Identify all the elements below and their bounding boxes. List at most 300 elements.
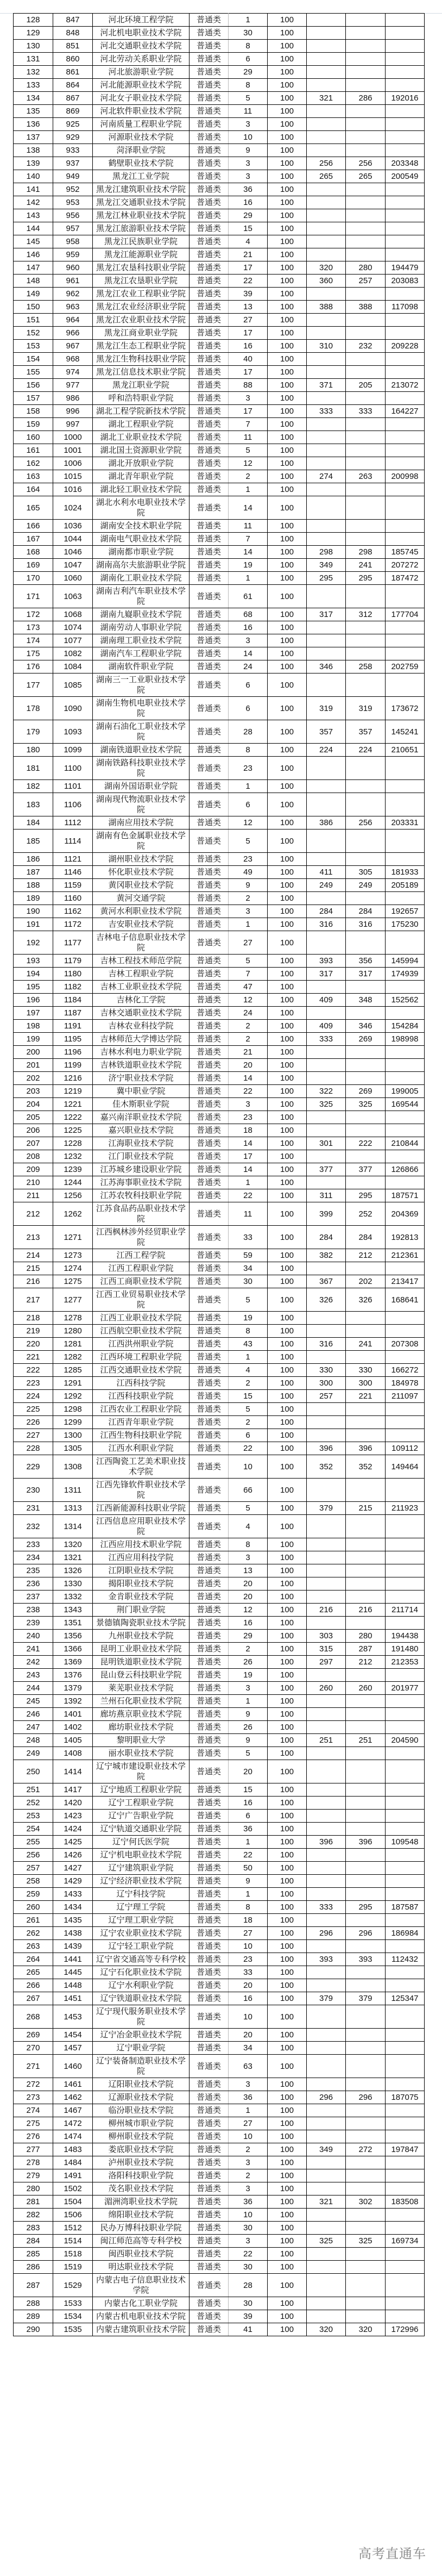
cell-school-code: 848 [53,27,93,40]
cell-min-score [346,621,386,634]
cell-max-score [307,757,346,780]
cell-row-number: 269 [14,2029,53,2042]
cell-row-number: 152 [14,327,53,340]
cell-score-line: 100 [268,40,307,53]
cell-school-name: 湖北工程学院新技术学院 [93,405,190,418]
cell-plan-count: 22 [229,2248,268,2261]
cell-max-score: 322 [307,1085,346,1098]
cell-min-rank [386,209,425,222]
cell-min-rank [386,2156,425,2169]
cell-max-score [307,66,346,79]
cell-max-score: 382 [307,1249,346,1262]
cell-plan-count: 10 [229,131,268,144]
table-row [14,866,425,879]
cell-max-score [307,1849,346,1862]
table-row [14,431,425,444]
cell-school-name: 民办万博科技职业学院 [93,2222,190,2235]
cell-school-name: 江西工程职业学院 [93,1262,190,1275]
cell-plan-count: 12 [229,816,268,829]
cell-school-name: 湖南三一工业职业技术学院 [93,673,190,697]
cell-plan-count: 30 [229,27,268,40]
cell-max-score [307,27,346,40]
cell-score-line: 100 [268,53,307,66]
cell-min-rank [386,1479,425,1502]
cell-plan-count: 14 [229,496,268,520]
cell-row-number: 217 [14,1288,53,1312]
cell-category: 普通类 [190,288,229,301]
cell-score-line: 100 [268,2005,307,2029]
table-row [14,955,425,968]
cell-row-number: 173 [14,621,53,634]
cell-score-line: 100 [268,1721,307,1734]
cell-min-score [346,1914,386,1927]
table-row [14,1226,425,1249]
cell-category: 普通类 [190,660,229,673]
table-row [14,1502,425,1515]
cell-max-score [307,2005,346,2029]
cell-min-score [346,1747,386,1760]
cell-min-rank: 186984 [386,1927,425,1940]
cell-school-code: 1533 [53,2297,93,2310]
table-row [14,559,425,572]
cell-score-line: 100 [268,209,307,222]
cell-min-score [346,1669,386,1682]
cell-row-number: 194 [14,968,53,981]
table-row [14,520,425,533]
cell-min-score [346,1590,386,1604]
cell-min-score: 221 [346,1390,386,1403]
cell-score-line: 100 [268,1202,307,1226]
cell-max-score [307,829,346,853]
cell-plan-count: 17 [229,405,268,418]
cell-min-score: 295 [346,1901,386,1914]
cell-max-score: 349 [307,2143,346,2156]
cell-school-code: 1376 [53,1669,93,1682]
cell-school-code: 1305 [53,1442,93,1455]
cell-category: 普通类 [190,2248,229,2261]
cell-min-score [346,1312,386,1325]
cell-school-name: 江西农业工程职业学院 [93,1403,190,1416]
cell-min-rank: 187571 [386,1189,425,1202]
cell-plan-count: 30 [229,2222,268,2235]
cell-school-code: 968 [53,353,93,366]
cell-max-score: 326 [307,1288,346,1312]
cell-max-score: 333 [307,1901,346,1914]
cell-min-score: 305 [346,866,386,879]
cell-school-code: 869 [53,105,93,118]
table-row [14,40,425,53]
table-row [14,1390,425,1403]
cell-score-line: 100 [268,1590,307,1604]
cell-plan-count: 3 [229,170,268,183]
cell-min-score: 257 [346,275,386,288]
cell-max-score [307,2222,346,2235]
cell-school-name: 黄冈职业技术学院 [93,879,190,892]
cell-row-number: 258 [14,1875,53,1888]
cell-score-line: 100 [268,79,307,92]
cell-school-code: 1439 [53,1940,93,1953]
cell-category: 普通类 [190,1695,229,1708]
cell-max-score [307,105,346,118]
cell-school-code: 1077 [53,634,93,647]
cell-plan-count: 1 [229,780,268,793]
cell-row-number: 202 [14,1072,53,1085]
cell-category: 普通类 [190,829,229,853]
cell-school-name: 佳木斯职业学院 [93,1098,190,1111]
cell-row-number: 133 [14,79,53,92]
cell-plan-count: 2 [229,1020,268,1033]
table-row [14,1150,425,1163]
cell-plan-count: 26 [229,1721,268,1734]
cell-score-line: 100 [268,2078,307,2091]
table-row [14,2143,425,2156]
cell-category: 普通类 [190,470,229,483]
cell-score-line: 100 [268,829,307,853]
cell-school-name: 江门职业技术学院 [93,1150,190,1163]
table-row [14,1551,425,1564]
cell-school-name: 辽宁机电职业技术学院 [93,1849,190,1862]
cell-max-score [307,2209,346,2222]
cell-school-code: 997 [53,418,93,431]
cell-school-code: 1351 [53,1617,93,1630]
cell-category: 普通类 [190,196,229,209]
table-row [14,327,425,340]
cell-school-code: 1244 [53,1176,93,1189]
cell-max-score [307,892,346,905]
cell-school-name: 湖南石油化工职业技术学院 [93,720,190,744]
cell-score-line: 100 [268,1617,307,1630]
cell-school-name: 洛阳科技职业学院 [93,2169,190,2182]
cell-min-score [346,1577,386,1590]
cell-score-line: 100 [268,1953,307,1966]
cell-max-score: 409 [307,1020,346,1033]
cell-max-score [307,418,346,431]
cell-category: 普通类 [190,2310,229,2323]
cell-category: 普通类 [190,1176,229,1189]
cell-max-score: 296 [307,2091,346,2104]
cell-score-line: 100 [268,744,307,757]
cell-school-code: 960 [53,261,93,275]
cell-school-name: 九州职业技术学院 [93,1630,190,1643]
table-row [14,118,425,131]
cell-category: 普通类 [190,1783,229,1797]
table-row [14,366,425,379]
cell-min-score: 357 [346,720,386,744]
cell-max-score [307,1416,346,1429]
cell-school-code: 1199 [53,1059,93,1072]
cell-school-name: 河北机电职业技术学院 [93,27,190,40]
cell-min-score: 326 [346,1288,386,1312]
cell-max-score: 296 [307,1927,346,1940]
cell-max-score [307,2310,346,2323]
cell-max-score: 325 [307,1098,346,1111]
cell-min-score [346,457,386,470]
cell-school-code: 929 [53,131,93,144]
cell-school-name: 江西工程学院 [93,1249,190,1262]
cell-school-name: 湄洲湾职业技术学院 [93,2195,190,2209]
cell-school-name: 黑龙江建筑职业技术学院 [93,183,190,196]
cell-row-number: 233 [14,1538,53,1551]
cell-row-number: 249 [14,1747,53,1760]
cell-plan-count: 10 [229,2209,268,2222]
cell-score-line: 100 [268,235,307,248]
table-row [14,405,425,418]
cell-plan-count: 30 [229,1275,268,1288]
table-row [14,1020,425,1033]
cell-max-score [307,14,346,27]
cell-min-rank [386,931,425,955]
cell-category: 普通类 [190,572,229,585]
table-row [14,1479,425,1502]
cell-category: 普通类 [190,1312,229,1325]
cell-score-line: 100 [268,1325,307,1338]
cell-school-code: 1180 [53,968,93,981]
cell-school-code: 1179 [53,955,93,968]
cell-school-name: 辽宁石化职业技术学院 [93,1966,190,1979]
cell-school-code: 847 [53,14,93,27]
cell-max-score: 257 [307,1390,346,1403]
cell-row-number: 285 [14,2248,53,2261]
cell-score-line: 100 [268,1046,307,1059]
cell-school-name: 黄河交通学院 [93,892,190,905]
cell-score-line: 100 [268,546,307,559]
cell-row-number: 259 [14,1888,53,1901]
cell-min-rank [386,892,425,905]
cell-plan-count: 9 [229,879,268,892]
table-row [14,222,425,235]
cell-category: 普通类 [190,1429,229,1442]
table-row [14,2156,425,2169]
cell-school-code: 1114 [53,829,93,853]
cell-plan-count: 16 [229,1617,268,1630]
cell-category: 普通类 [190,1226,229,1249]
cell-min-rank: 199005 [386,1085,425,1098]
cell-score-line: 100 [268,366,307,379]
table-row [14,1137,425,1150]
cell-category: 普通类 [190,2274,229,2297]
cell-row-number: 230 [14,1479,53,1502]
cell-row-number: 237 [14,1590,53,1604]
cell-school-code: 1529 [53,2274,93,2297]
cell-min-score [346,353,386,366]
cell-row-number: 263 [14,1940,53,1953]
cell-min-rank [386,1564,425,1577]
cell-school-code: 1285 [53,1364,93,1377]
cell-category: 普通类 [190,1669,229,1682]
cell-school-name: 黑龙江生态工程职业学院 [93,340,190,353]
cell-score-line: 100 [268,1351,307,1364]
cell-score-line: 100 [268,1403,307,1416]
cell-min-score [346,1416,386,1429]
cell-school-name: 昆明工业职业技术学院 [93,1643,190,1656]
cell-min-rank [386,585,425,608]
table-row [14,1325,425,1338]
cell-score-line: 100 [268,608,307,621]
cell-row-number: 157 [14,392,53,405]
cell-min-rank [386,2117,425,2130]
table-row [14,470,425,483]
table-row [14,92,425,105]
cell-max-score: 297 [307,1656,346,1669]
cell-min-score: 379 [346,1992,386,2005]
cell-category: 普通类 [190,2143,229,2156]
cell-school-code: 1472 [53,2117,93,2130]
cell-category: 普通类 [190,608,229,621]
cell-score-line: 100 [268,905,307,918]
cell-min-rank [386,1695,425,1708]
table-row [14,1416,425,1429]
cell-plan-count: 33 [229,1966,268,1979]
cell-min-rank: 187587 [386,1901,425,1914]
cell-score-line: 100 [268,496,307,520]
cell-score-line: 100 [268,2323,307,2336]
cell-min-score [346,2261,386,2274]
cell-score-line: 100 [268,1455,307,1479]
cell-min-rank [386,2104,425,2117]
cell-row-number: 148 [14,275,53,288]
cell-row-number: 154 [14,353,53,366]
cell-school-code: 1366 [53,1643,93,1656]
table-row [14,647,425,660]
cell-score-line: 100 [268,1797,307,1810]
cell-max-score [307,673,346,697]
cell-min-rank: 183508 [386,2195,425,2209]
cell-score-line: 100 [268,1007,307,1020]
cell-category: 普通类 [190,533,229,546]
cell-min-rank [386,1940,425,1953]
cell-max-score [307,1538,346,1551]
cell-max-score [307,1111,346,1124]
cell-plan-count: 3 [229,1682,268,1695]
cell-category: 普通类 [190,79,229,92]
cell-category: 普通类 [190,905,229,918]
cell-max-score [307,1862,346,1875]
table-row [14,248,425,261]
cell-plan-count: 12 [229,994,268,1007]
cell-score-line: 100 [268,1098,307,1111]
cell-row-number: 178 [14,697,53,720]
cell-plan-count: 16 [229,196,268,209]
cell-plan-count: 7 [229,968,268,981]
cell-category: 普通类 [190,1033,229,1046]
cell-score-line: 100 [268,1226,307,1249]
cell-category: 普通类 [190,405,229,418]
cell-min-score [346,131,386,144]
cell-plan-count: 15 [229,1390,268,1403]
cell-category: 普通类 [190,379,229,392]
cell-school-name: 河北软件职业技术学院 [93,105,190,118]
cell-plan-count: 39 [229,2310,268,2323]
cell-score-line: 100 [268,248,307,261]
table-row [14,1059,425,1072]
cell-max-score: 409 [307,994,346,1007]
cell-category: 普通类 [190,955,229,968]
cell-row-number: 139 [14,157,53,170]
cell-school-code: 1000 [53,431,93,444]
table-row [14,1364,425,1377]
cell-row-number: 199 [14,1033,53,1046]
cell-school-name: 吉安职业技术学院 [93,918,190,931]
cell-score-line: 100 [268,520,307,533]
cell-row-number: 141 [14,183,53,196]
cell-plan-count: 1 [229,2104,268,2117]
cell-min-rank [386,1416,425,1429]
cell-school-code: 1085 [53,673,93,697]
cell-school-code: 1502 [53,2182,93,2195]
cell-min-score: 212 [346,1656,386,1669]
cell-category: 普通类 [190,559,229,572]
cell-school-code: 1435 [53,1914,93,1927]
cell-row-number: 136 [14,118,53,131]
cell-score-line: 100 [268,2055,307,2078]
cell-min-score [346,2104,386,2117]
cell-category: 普通类 [190,1111,229,1124]
table-row [14,1288,425,1312]
cell-school-code: 1535 [53,2323,93,2336]
cell-category: 普通类 [190,2130,229,2143]
cell-min-rank [386,483,425,496]
cell-min-rank [386,1072,425,1085]
cell-min-rank [386,1111,425,1124]
cell-max-score [307,118,346,131]
cell-max-score [307,1351,346,1364]
cell-min-rank [386,2209,425,2222]
cell-min-rank: 125347 [386,1992,425,2005]
cell-max-score [307,2117,346,2130]
cell-min-rank: 202759 [386,660,425,673]
cell-min-score: 272 [346,2143,386,2156]
cell-max-score [307,1708,346,1721]
cell-plan-count: 1 [229,483,268,496]
cell-plan-count: 14 [229,1072,268,1085]
table-row [14,1747,425,1760]
cell-min-rank [386,196,425,209]
cell-min-score [346,66,386,79]
cell-min-score [346,1810,386,1823]
cell-min-score: 393 [346,1953,386,1966]
cell-row-number: 168 [14,546,53,559]
cell-category: 普通类 [190,483,229,496]
cell-min-score: 296 [346,2091,386,2104]
cell-school-name: 湖北开放职业学院 [93,457,190,470]
cell-max-score [307,1979,346,1992]
cell-min-score [346,1072,386,1085]
cell-school-name: 吉林工程技术师范学院 [93,955,190,968]
cell-school-name: 吉林交通职业技术学院 [93,1007,190,1020]
cell-row-number: 253 [14,1810,53,1823]
cell-school-code: 1313 [53,1502,93,1515]
cell-max-score: 295 [307,572,346,585]
cell-school-code: 1504 [53,2195,93,2209]
cell-row-number: 271 [14,2055,53,2078]
cell-school-code: 1454 [53,2029,93,2042]
cell-max-score [307,183,346,196]
cell-category: 普通类 [190,793,229,816]
cell-max-score [307,1479,346,1502]
cell-category: 普通类 [190,1189,229,1202]
table-row [14,968,425,981]
cell-school-code: 1356 [53,1630,93,1643]
cell-min-score [346,1823,386,1836]
cell-min-rank [386,457,425,470]
cell-plan-count: 61 [229,585,268,608]
table-row [14,170,425,183]
cell-school-name: 辽宁轨道交通职业学院 [93,1823,190,1836]
cell-max-score: 411 [307,866,346,879]
cell-row-number: 284 [14,2235,53,2248]
cell-min-rank: 187075 [386,2091,425,2104]
cell-category: 普通类 [190,1797,229,1810]
